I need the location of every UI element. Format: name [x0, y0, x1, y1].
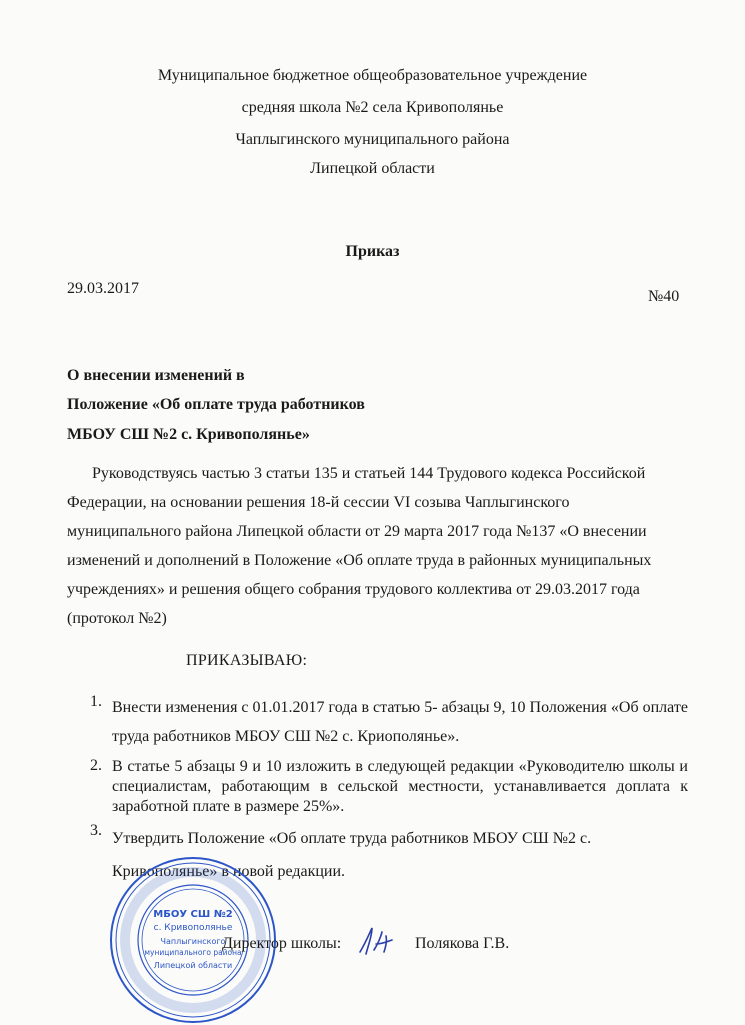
- org-name-line1: Муниципальное бюджетное общеобразовательное учреждение: [157, 67, 588, 84]
- document-number: №40: [648, 288, 680, 305]
- list-item-number: 2.: [90, 757, 102, 774]
- subject-line1: О внесении изменений в: [67, 367, 245, 384]
- list-item-number: 3.: [90, 822, 102, 839]
- list-item-number: 1.: [90, 693, 102, 710]
- stamp-line4: муниципального района: [144, 948, 242, 957]
- stamp-line5: Липецкой области: [153, 961, 233, 970]
- stamp-line2: с. Кривополянье: [153, 923, 233, 933]
- order-word: ПРИКАЗЫВАЮ:: [186, 652, 308, 669]
- subject-line3: МБОУ СШ №2 с. Кривополянье»: [67, 426, 310, 443]
- handwritten-signature: [356, 922, 396, 962]
- subject-line2: Положение «Об оплате труда работников: [67, 396, 365, 413]
- stamp-line3: Чаплыгинского: [160, 937, 226, 946]
- document-date: 29.03.2017: [67, 280, 139, 297]
- signature-position: Директор школы:: [222, 935, 342, 952]
- preamble-paragraph: Руководствуясь частью 3 статьи 135 и статьей 144 Трудового кодекса Российской Федерации, на основании решения 18-й сессии VI созыва Чаплыгинского муниципального района Липецкой области от 29 марта 2017 года №137 «О внесении изменений и дополнений в Положение «Об оплате труда в районных муниципальных учреждениях» и решения общего собрания трудового коллектива от 29.03.2017 года (протокол №2): [67, 465, 652, 627]
- signatory-name: Полякова Г.В.: [415, 935, 510, 952]
- org-name-line4: Липецкой области: [310, 160, 435, 177]
- list-item-text: Утвердить Положение «Об оплате труда работников МБОУ СШ №2 с. Кривополянье» в новой редакции.: [112, 830, 592, 880]
- list-item-text: Внести изменения с 01.01.2017 года в статью 5- абзацы 9, 10 Положения «Об оплате труда работников МБОУ СШ №2 с. Криополянье».: [112, 699, 688, 745]
- list-item-text: В статье 5 абзацы 9 и 10 изложить в следующей редакции «Руководителю школы и специалистам, работающим в сельской местности, устанавливается доплата к заработной плате в размере 25%».: [112, 758, 688, 815]
- stamp-line1: МБОУ СШ №2: [153, 909, 233, 920]
- org-name-line2: средняя школа №2 села Кривополянье: [241, 99, 504, 116]
- org-name-line3: Чаплыгинского муниципального района: [235, 131, 510, 148]
- document-title: Приказ: [345, 243, 400, 260]
